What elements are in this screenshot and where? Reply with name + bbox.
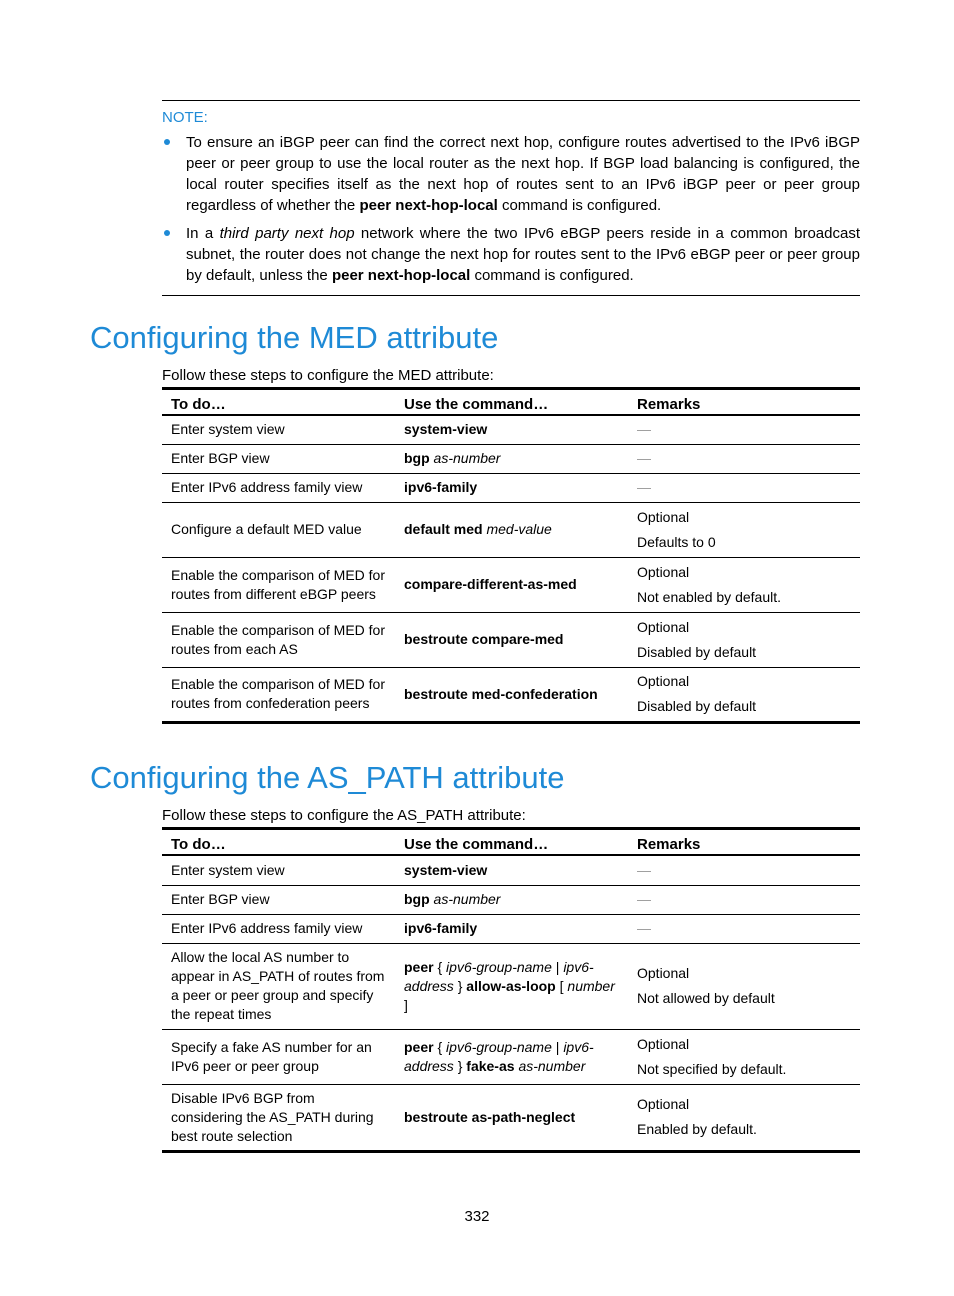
table-row <box>162 943 860 1029</box>
task-cell: Enable the comparison of MED for routes from different eBGP peers <box>162 557 395 612</box>
remarks-cell <box>628 914 860 943</box>
task-cell: Enter system view <box>171 421 285 438</box>
command-cell <box>395 667 628 722</box>
remark-line: Optional <box>637 673 690 689</box>
note-box <box>162 100 860 296</box>
bullet-icon <box>164 230 170 236</box>
command-cell <box>395 855 628 885</box>
remark-line: Disabled by default <box>637 698 757 714</box>
task-cell: Enable the comparison of MED for routes from each AS <box>162 612 395 667</box>
remark-line: Optional <box>637 1096 690 1112</box>
column-header-command: Use the command… <box>395 389 628 416</box>
text-run: ] <box>404 996 408 1013</box>
text-run: command is configured. <box>497 197 662 214</box>
remarks-cell <box>628 1029 860 1084</box>
text-run: [ <box>555 977 568 994</box>
task-cell: Enter BGP view <box>162 885 395 914</box>
table-row <box>162 415 860 444</box>
task-cell: Enter system view <box>171 861 285 878</box>
note-label: NOTE: <box>162 109 208 126</box>
table-row <box>162 667 860 722</box>
note-item <box>162 132 860 216</box>
command-keyword: system-view <box>404 421 488 438</box>
as-path-command-table <box>162 827 860 1153</box>
bullet-icon <box>164 139 170 145</box>
text-run: } <box>453 977 467 994</box>
text-run: | <box>551 958 564 975</box>
argument-placeholder: as-number <box>433 450 501 466</box>
command-keyword: bestroute med-confederation <box>404 685 598 702</box>
command-cell <box>395 1084 628 1151</box>
remark-line: Optional <box>637 1035 690 1052</box>
remarks-cell <box>628 612 860 667</box>
text-run: network where the two IPv6 eBGP peers reside in a common broadcast subnet, the router does not change the next hop for routes sent to the IPv6 eBGP peer or peer group by default, unless the <box>186 225 860 284</box>
remark-line: — <box>637 891 651 907</box>
remarks-cell <box>628 557 860 612</box>
table-row <box>162 885 860 914</box>
remark-line: Optional <box>637 508 690 525</box>
text-run: In a <box>186 225 220 242</box>
table-row <box>162 557 860 612</box>
command-cell <box>395 1029 628 1084</box>
med-command-table <box>162 387 860 724</box>
command-keyword: peer next-hop-local <box>331 267 471 284</box>
section-intro-med: Follow these steps to configure the MED attribute: <box>162 367 494 384</box>
table-row <box>162 855 860 885</box>
remark-line: — <box>637 479 651 495</box>
command-cell <box>395 415 628 444</box>
command-keyword: allow-as-loop <box>466 977 556 994</box>
command-cell <box>395 914 628 943</box>
section-title-med: Configuring the MED attribute <box>90 320 499 355</box>
column-header-remarks: Remarks <box>628 389 860 416</box>
remarks-cell <box>628 1084 860 1151</box>
remark-line: Disabled by default <box>637 643 757 660</box>
command-cell <box>395 502 628 557</box>
remark-line: Defaults to 0 <box>637 533 716 550</box>
remark-line: Optional <box>637 965 690 981</box>
command-keyword: bgp <box>404 450 430 466</box>
command-keyword: bestroute as-path-neglect <box>404 1108 576 1125</box>
argument-placeholder: ipv6-group-name <box>446 958 552 975</box>
text-run: | <box>551 1038 564 1055</box>
argument-placeholder: ipv6-address <box>404 1038 594 1074</box>
remarks-cell <box>628 502 860 557</box>
command-keyword: default med <box>404 521 483 537</box>
command-keyword: ipv6-family <box>404 479 478 495</box>
table-row <box>162 502 860 557</box>
text-run: command is configured. <box>470 267 634 284</box>
command-cell <box>395 885 628 914</box>
remarks-cell <box>628 415 860 444</box>
remarks-cell <box>628 667 860 722</box>
table-row <box>162 612 860 667</box>
task-cell: Enter IPv6 address family view <box>162 473 395 502</box>
remark-line: — <box>637 920 651 936</box>
text-run: { <box>433 958 447 975</box>
command-cell <box>395 473 628 502</box>
table-row <box>162 473 860 502</box>
argument-placeholder: ipv6-address <box>404 958 594 994</box>
remarks-cell <box>628 885 860 914</box>
command-keyword: peer next-hop-local <box>359 197 498 214</box>
remark-line: Optional <box>637 563 690 580</box>
column-header-todo: To do… <box>162 389 395 416</box>
column-header-command: Use the command… <box>395 829 628 856</box>
argument-placeholder: third party next hop <box>219 225 355 242</box>
table-row <box>162 1029 860 1084</box>
remark-line: — <box>637 421 651 438</box>
argument-placeholder: as-number <box>433 891 501 907</box>
argument-placeholder: ipv6-group-name <box>446 1038 552 1055</box>
remark-line: Not enabled by default. <box>637 588 781 605</box>
task-cell: Enter BGP view <box>162 444 395 473</box>
command-keyword: peer <box>404 1038 434 1055</box>
section-title-as-path: Configuring the AS_PATH attribute <box>90 760 565 795</box>
section-intro-as-path: Follow these steps to configure the AS_PATH attribute: <box>162 807 526 824</box>
text-run: { <box>433 1038 447 1055</box>
command-keyword: bgp <box>404 891 430 907</box>
command-keyword: peer <box>404 958 434 975</box>
task-cell: Specify a fake AS number for an IPv6 peer or peer group <box>162 1029 395 1084</box>
remarks-cell <box>628 943 860 1029</box>
remark-line: Optional <box>637 618 690 635</box>
task-cell: Disable IPv6 BGP from considering the AS_PATH during best route selection <box>162 1084 395 1151</box>
text-run: To ensure an iBGP peer can find the correct next hop, configure routes advertised to the IPv6 iBGP peer or peer group to use the local router as the next hop. If BGP load balancing is configured, the local router specifies itself as the next hop of routes sent to an IPv6 iBGP peer or peer group regardless of whether the <box>186 134 860 214</box>
remark-line: Not specified by default. <box>637 1060 787 1077</box>
remarks-cell <box>628 473 860 502</box>
command-keyword: system-view <box>404 861 488 878</box>
command-cell <box>395 943 628 1029</box>
text-run: } <box>453 1057 467 1074</box>
table-row <box>162 914 860 943</box>
argument-placeholder: number <box>567 977 615 994</box>
table-row <box>162 444 860 473</box>
task-cell: Configure a default MED value <box>162 502 395 557</box>
command-cell <box>395 557 628 612</box>
task-cell: Enable the comparison of MED for routes from confederation peers <box>162 667 395 722</box>
remarks-cell <box>628 444 860 473</box>
remark-line: — <box>637 861 651 878</box>
command-keyword: compare-different-as-med <box>404 576 577 592</box>
table-row <box>162 1084 860 1151</box>
column-header-todo: To do… <box>162 829 395 856</box>
command-keyword: ipv6-family <box>404 920 478 936</box>
remark-line: Enabled by default. <box>637 1121 757 1137</box>
command-cell <box>395 612 628 667</box>
command-keyword: fake-as <box>466 1057 515 1074</box>
task-cell: Allow the local AS number to appear in AS_PATH of routes from a peer or peer group and specify the repeat times <box>162 943 395 1029</box>
note-item <box>162 223 860 286</box>
command-keyword: bestroute compare-med <box>404 631 564 647</box>
note-list <box>162 132 860 286</box>
task-cell: Enter IPv6 address family view <box>162 914 395 943</box>
column-header-remarks: Remarks <box>628 829 860 856</box>
remarks-cell <box>628 855 860 885</box>
command-cell <box>395 444 628 473</box>
page-number: 332 <box>464 1208 490 1225</box>
remark-line: — <box>637 450 651 466</box>
argument-placeholder: med-value <box>486 521 552 537</box>
remark-line: Not allowed by default <box>637 990 775 1006</box>
argument-placeholder: as-number <box>518 1057 586 1074</box>
